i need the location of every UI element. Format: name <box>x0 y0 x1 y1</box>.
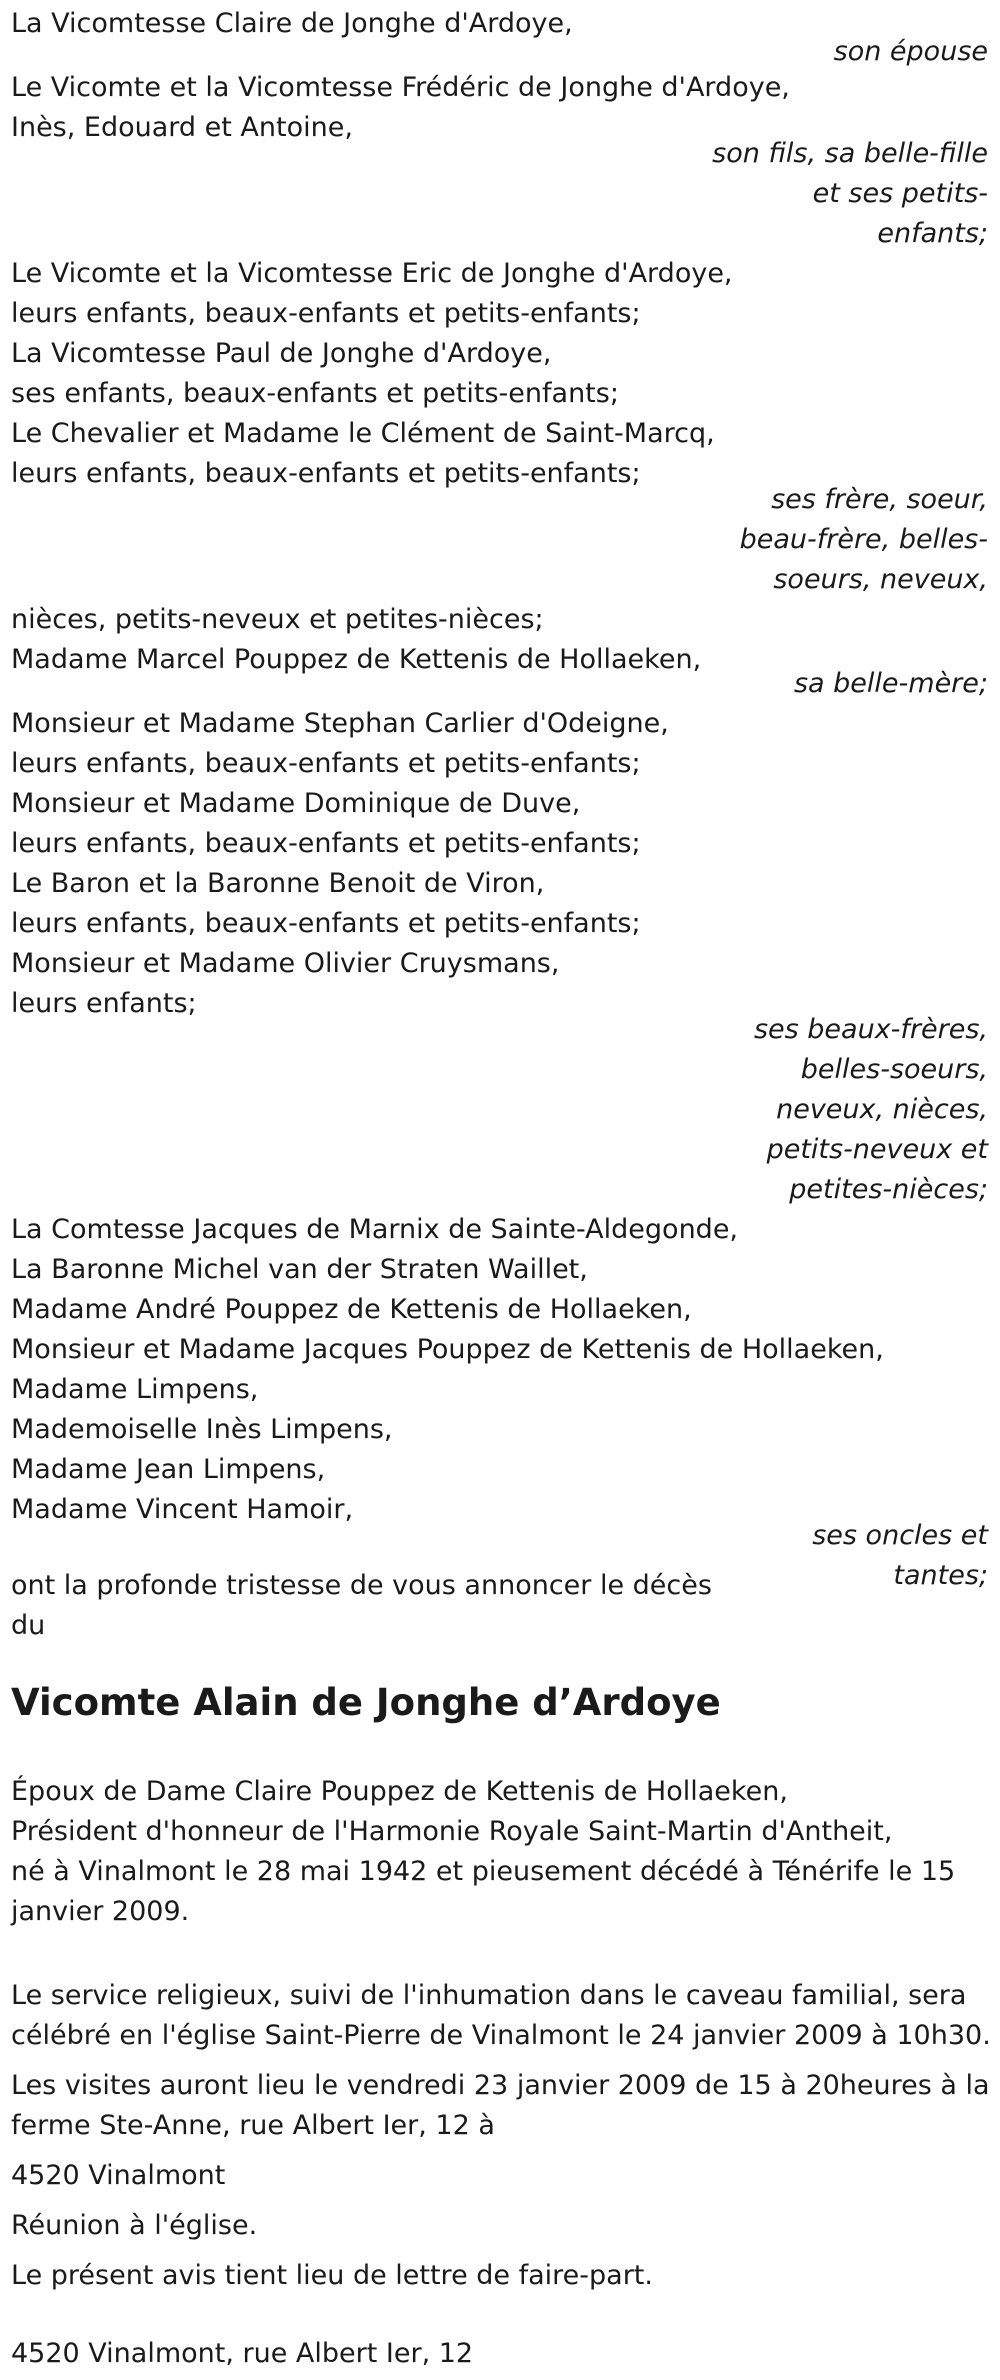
details-line: janvier 2009. <box>11 1896 190 1927</box>
relation-label: son épouse <box>833 36 988 67</box>
deceased-name-heading: Vicomte Alain de Jonghe d’Ardoye <box>11 1681 721 1724</box>
relation-label: petites-nièces; <box>789 1174 988 1205</box>
relation-label: petits-neveux et <box>766 1134 988 1165</box>
service-line: célébré en l'église Saint-Pierre de Vinalmont le 24 janvier 2009 à 10h30. <box>11 2020 991 2051</box>
address-line: 4520 Vinalmont, rue Albert Ier, 12 <box>11 2338 474 2369</box>
family-line: Inès, Edouard et Antoine, <box>11 112 353 143</box>
family-line: ses enfants, beaux-enfants et petits-enfants; <box>11 378 619 409</box>
family-line: La Comtesse Jacques de Marnix de Sainte-Aldegonde, <box>11 1214 739 1245</box>
details-line: Président d'honneur de l'Harmonie Royale Saint-Martin d'Antheit, <box>11 1816 893 1847</box>
family-line: Le Baron et la Baronne Benoit de Viron, <box>11 868 545 899</box>
announcement-line: ont la profonde tristesse de vous annoncer le décès <box>11 1570 712 1601</box>
family-line: nièces, petits-neveux et petites-nièces; <box>11 604 544 635</box>
service-line: Les visites auront lieu le vendredi 23 janvier 2009 de 15 à 20heures à la <box>11 2070 990 2101</box>
family-line: Monsieur et Madame Dominique de Duve, <box>11 788 581 819</box>
relation-label: sa belle-mère; <box>793 668 988 699</box>
relation-label: neveux, nièces, <box>776 1094 988 1125</box>
family-line: leurs enfants; <box>11 988 197 1019</box>
relation-label: belles-soeurs, <box>800 1054 988 1085</box>
family-line: La Vicomtesse Paul de Jonghe d'Ardoye, <box>11 338 552 369</box>
service-line: Le présent avis tient lieu de lettre de faire-part. <box>11 2260 653 2291</box>
family-line: leurs enfants, beaux-enfants et petits-enfants; <box>11 298 641 329</box>
relation-label: enfants; <box>877 218 988 249</box>
family-line: Madame Marcel Pouppez de Kettenis de Hollaeken, <box>11 644 702 675</box>
relation-label: soeurs, neveux, <box>773 564 988 595</box>
service-line: Réunion à l'église. <box>11 2210 258 2241</box>
family-line: La Vicomtesse Claire de Jonghe d'Ardoye, <box>11 8 573 39</box>
family-line: Monsieur et Madame Jacques Pouppez de Kettenis de Hollaeken, <box>11 1334 884 1365</box>
relation-label: ses frère, soeur, <box>771 484 988 515</box>
family-line: Le Vicomte et la Vicomtesse Frédéric de Jonghe d'Ardoye, <box>11 72 790 103</box>
relation-label: beau-frère, belles- <box>739 524 988 555</box>
family-line: Madame Jean Limpens, <box>11 1454 326 1485</box>
service-line: Le service religieux, suivi de l'inhumation dans le caveau familial, sera <box>11 1980 967 2011</box>
relation-label: tantes; <box>893 1560 988 1591</box>
relation-label: ses oncles et <box>812 1520 988 1551</box>
family-line: Monsieur et Madame Olivier Cruysmans, <box>11 948 560 979</box>
family-line: Madame André Pouppez de Kettenis de Hollaeken, <box>11 1294 692 1325</box>
relation-label: ses beaux-frères, <box>753 1014 988 1045</box>
details-line: Époux de Dame Claire Pouppez de Kettenis de Hollaeken, <box>11 1776 788 1807</box>
family-line: Le Chevalier et Madame le Clément de Saint-Marcq, <box>11 418 715 449</box>
family-line: leurs enfants, beaux-enfants et petits-enfants; <box>11 748 641 779</box>
family-line: Le Vicomte et la Vicomtesse Eric de Jonghe d'Ardoye, <box>11 258 733 289</box>
family-line: leurs enfants, beaux-enfants et petits-enfants; <box>11 828 641 859</box>
service-line: 4520 Vinalmont <box>11 2160 226 2191</box>
family-line: Madame Vincent Hamoir, <box>11 1494 354 1525</box>
relation-label: son fils, sa belle-fille <box>712 138 988 169</box>
family-line: La Baronne Michel van der Straten Waillet, <box>11 1254 588 1285</box>
details-line: né à Vinalmont le 28 mai 1942 et pieusement décédé à Ténérife le 15 <box>11 1856 956 1887</box>
relation-label: et ses petits- <box>812 178 988 209</box>
family-line: Monsieur et Madame Stephan Carlier d'Odeigne, <box>11 708 669 739</box>
family-line: leurs enfants, beaux-enfants et petits-enfants; <box>11 908 641 939</box>
service-line: ferme Ste-Anne, rue Albert Ier, 12 à <box>11 2110 495 2141</box>
family-line: Mademoiselle Inès Limpens, <box>11 1414 393 1445</box>
family-line: leurs enfants, beaux-enfants et petits-enfants; <box>11 458 641 489</box>
announcement-line: du <box>11 1610 46 1641</box>
family-line: Madame Limpens, <box>11 1374 259 1405</box>
